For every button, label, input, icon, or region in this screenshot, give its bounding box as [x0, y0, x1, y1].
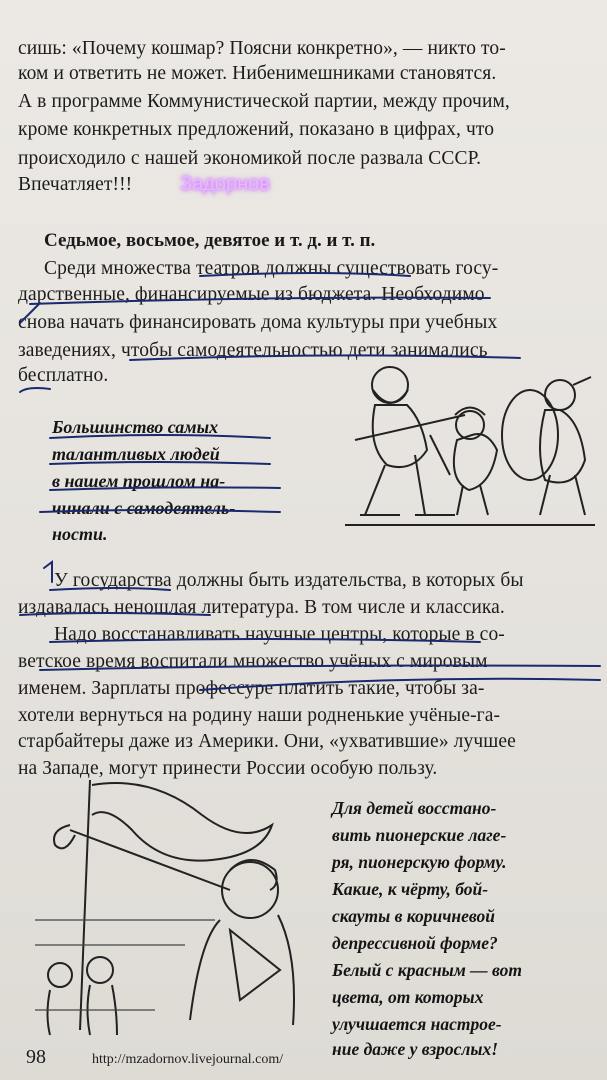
quote-line: талантливых людей [52, 444, 220, 464]
section-heading: Седьмое, восьмое, девятое и т. д. и т. п. [44, 230, 376, 251]
text-line: заведениях, чтобы самодеятельностью дети занимались [18, 340, 488, 361]
watermark-label: Задорнов [180, 173, 270, 195]
text-line: У государства должны быть издательства, в которых бы [54, 570, 524, 591]
text-line: издавалась неношлая литература. В том числе и классика. [18, 597, 505, 618]
page-number: 98 [26, 1046, 46, 1068]
text-line: Среди множества театров должны существовать госу- [44, 258, 499, 279]
text-line: на Западе, могут принести России особую пользу. [18, 758, 438, 779]
text-line: А в программе Коммунистической партии, между прочим, [18, 91, 510, 112]
quote-line: Белый с красным — вот [332, 960, 523, 980]
quote-line: Для детей восстано- [332, 798, 497, 818]
quote-line: скауты в коричневой [332, 906, 495, 926]
quote-line: улучшается настрое- [332, 1014, 502, 1034]
text-line: ком и ответить не может. Нибенимешниками становятся. [18, 63, 497, 84]
footer-url: http://mzadornov.livejournal.com/ [92, 1052, 284, 1067]
text-line: Впечатляет!!! [18, 174, 133, 195]
quote-line: Большинство самых [52, 417, 219, 437]
text-line: кроме конкретных предложений, показано в цифрах, что [18, 119, 495, 140]
text-line: сишь: «Почему кошмар? Поясни конкретно», — никто то- [18, 38, 506, 59]
quote-line: вить пионерские лаге- [332, 825, 507, 845]
quote-line: цвета, от которых [332, 987, 484, 1007]
text-line: хотели вернуться на родину наши родненькие учёные-га- [18, 705, 501, 726]
quote-line: чинали с самодеятель- [52, 498, 236, 518]
quote-line: ря, пионерскую форму. [332, 852, 507, 872]
quote-line: в нашем прошлом на- [52, 471, 226, 491]
text-line: старбайтеры даже из Америки. Они, «ухватившие» лучшее [18, 731, 516, 752]
text-line: Надо восстанавливать научные центры, которые в со- [54, 624, 505, 645]
text-line: снова начать финансировать дома культуры при учебных [18, 312, 498, 333]
quote-line: ние даже у взрослых! [332, 1039, 499, 1059]
text-line: именем. Зарплаты профессуре платить такие, чтобы за- [18, 678, 485, 699]
quote-line: депрессивной форме? [332, 933, 498, 953]
text-line: ветское время воспитали множество учёных с мировым [18, 651, 488, 672]
quote-line: Какие, к чёрту, бой- [332, 879, 489, 899]
quote-line: ности. [52, 524, 108, 544]
text-line: дарственные, финансируемые из бюджета. Необходимо [18, 284, 485, 305]
text-line: происходило с нашей экономикой после развала СССР. [18, 148, 482, 169]
text-line: бесплатно. [18, 365, 109, 386]
